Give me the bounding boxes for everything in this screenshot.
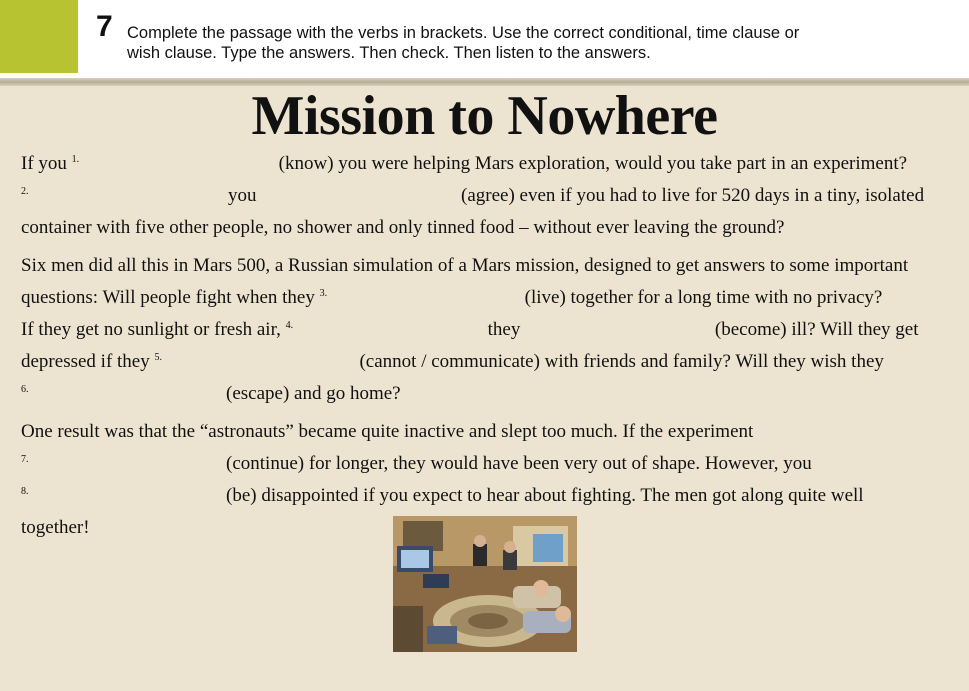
gap-marker-7: 7. [21, 454, 29, 465]
passage-line-8 [21, 383, 401, 405]
gap-marker-1: 1. [71, 154, 80, 165]
instructions-line-2: wish clause. Type the answers. Then check. Then listen to the answers. [127, 44, 651, 62]
instructions [127, 23, 927, 63]
exercise-header [0, 0, 969, 78]
gap-marker-6: 6. [21, 384, 29, 395]
passage-line-12: together! [21, 517, 90, 538]
gap-marker-2: 2. [21, 186, 29, 197]
accent-block [0, 0, 78, 73]
exercise-number: 7 [96, 10, 113, 43]
line-text: (agree) even if you had to live for 520 days in a tiny, isolated [461, 185, 925, 206]
line-text: (be) disappointed if you expect to hear about fighting. The men got along quite well [226, 485, 864, 506]
passage-line-4: Six men did all this in Mars 500, a Russian simulation of a Mars mission, designed to get answers to some important [21, 255, 909, 276]
line-text: questions: Will people fight when they [21, 287, 315, 308]
line-text: (become) ill? Will they get [714, 319, 919, 340]
line-text: If you [21, 153, 67, 174]
instructions-line-1: Complete the passage with the verbs in brackets. Use the correct conditional, time clause or [127, 24, 800, 42]
line-text: If they get no sunlight or fresh air, [21, 319, 281, 340]
passage-line-6 [21, 319, 918, 341]
line-text: they [487, 319, 521, 340]
line-text: (live) together for a long time with no privacy? [524, 287, 883, 308]
line-text: depressed if they [21, 351, 150, 372]
mission-photo [393, 516, 577, 652]
passage-line-9: One result was that the “astronauts” became quite inactive and slept too much. If the experiment [21, 421, 754, 442]
passage-line-2 [21, 185, 924, 207]
passage-line-7 [21, 351, 884, 373]
gap-marker-8: 8. [21, 486, 29, 497]
passage-line-10 [21, 453, 812, 475]
passage-line-11 [21, 485, 864, 507]
passage-title: Mission to Nowhere [251, 85, 718, 147]
passage-line-5 [21, 287, 882, 309]
passage-line-3: container with five other people, no shower and only tinned food – without ever leaving the ground? [21, 217, 785, 238]
line-text: (know) you were helping Mars exploration, would you take part in an experiment? [278, 153, 908, 174]
gap-marker-3: 3. [319, 288, 328, 299]
line-text: (escape) and go home? [226, 383, 401, 404]
line-text: (continue) for longer, they would have been very out of shape. However, you [226, 453, 812, 474]
gap-marker-4: 4. [285, 320, 294, 331]
gap-marker-5: 5. [154, 352, 162, 363]
passage-line-1 [21, 153, 907, 175]
line-text: (cannot / communicate) with friends and family? Will they wish they [359, 351, 884, 372]
line-text: you [228, 185, 257, 206]
